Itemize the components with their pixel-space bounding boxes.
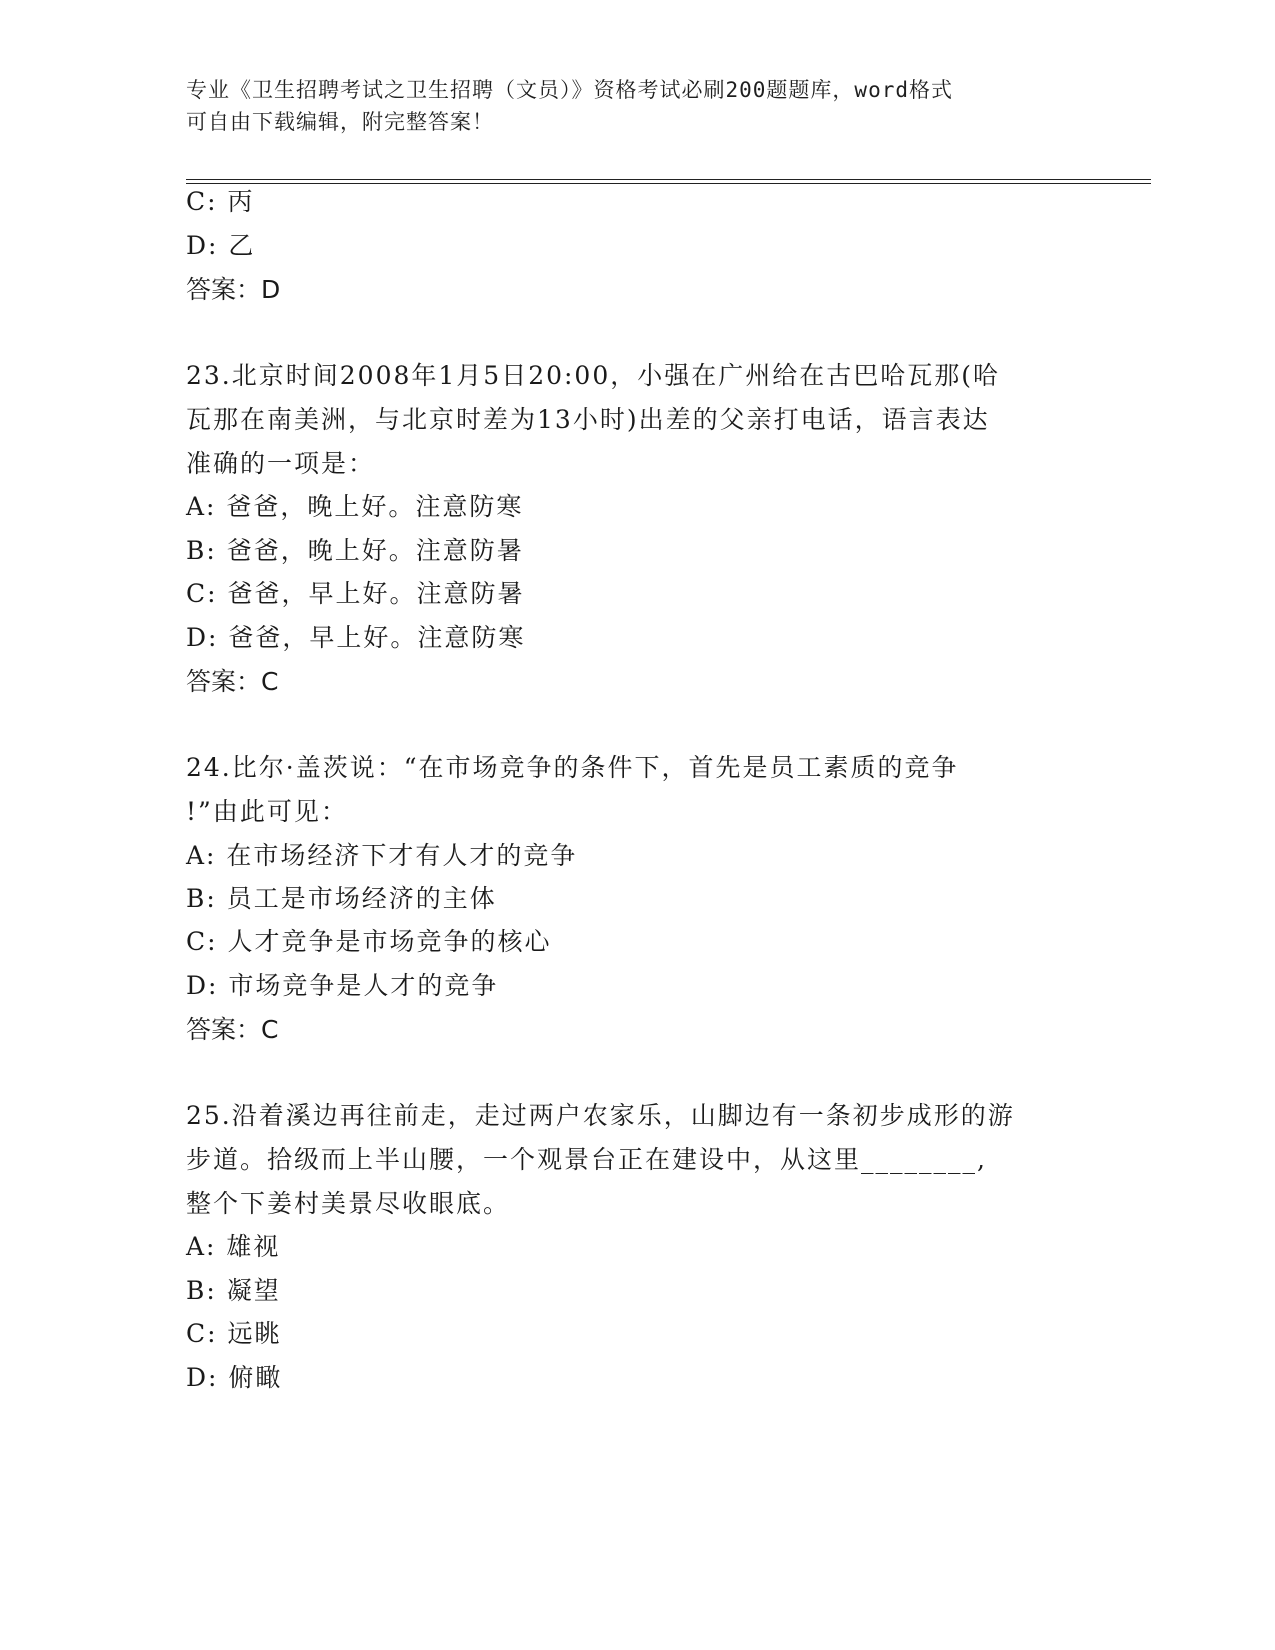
question-25-text-2: 步道。拾级而上半山腰，一个观景台正在建设中，从这里________, — [186, 1145, 987, 1174]
document-header — [186, 74, 1086, 138]
option-d: D: 乙 — [186, 231, 256, 260]
question-25-text-1: 25.沿着溪边再往前走，走过两户农家乐，山脚边有一条初步成形的游 — [186, 1101, 1015, 1130]
option-b: B: 爸爸，晚上好。注意防暑 — [186, 536, 524, 565]
option-d: D: 俯瞰 — [186, 1363, 283, 1392]
option-b: B: 凝望 — [186, 1276, 281, 1305]
option-a: A: 爸爸，晚上好。注意防寒 — [186, 492, 524, 521]
option-c: C: 远眺 — [186, 1319, 282, 1348]
header-line-1: 专业《卫生招聘考试之卫生招聘（文员）》资格考试必刷200题题库，word格式 — [186, 78, 953, 102]
option-a: A: 雄视 — [186, 1232, 281, 1261]
header-line-2: 可自由下载编辑，附完整答案！ — [186, 110, 494, 134]
header-divider — [186, 179, 1151, 180]
option-c: C: 人才竞争是市场竞争的核心 — [186, 927, 552, 956]
option-d: D: 爸爸，早上好。注意防寒 — [186, 623, 526, 652]
question-23-text-1: 23.北京时间2008年1月5日20:00，小强在广州给在古巴哈瓦那(哈 — [186, 361, 1000, 390]
question-23-text-2: 瓦那在南美洲，与北京时差为13小时)出差的父亲打电话，语言表达 — [186, 405, 990, 434]
option-c: C: 爸爸，早上好。注意防暑 — [186, 579, 525, 608]
question-24-text-2: !”由此可见： — [186, 797, 348, 826]
question-24-text-1: 24.比尔·盖茨说：“在市场竞争的条件下，首先是员工素质的竞争 — [186, 753, 959, 782]
option-d: D: 市场竞争是人才的竞争 — [186, 971, 499, 1000]
option-b: B: 员工是市场经济的主体 — [186, 884, 497, 913]
question-25-text-3: 整个下姜村美景尽收眼底。 — [186, 1189, 511, 1218]
option-a: A: 在市场经济下才有人才的竞争 — [186, 841, 578, 870]
option-c: C: 丙 — [186, 187, 255, 216]
question-23-text-3: 准确的一项是： — [186, 449, 376, 478]
answer-line: 答案：C — [186, 667, 279, 696]
answer-line: 答案：D — [186, 275, 281, 304]
header-divider-double — [186, 183, 1151, 184]
answer-line: 答案：C — [186, 1015, 279, 1044]
